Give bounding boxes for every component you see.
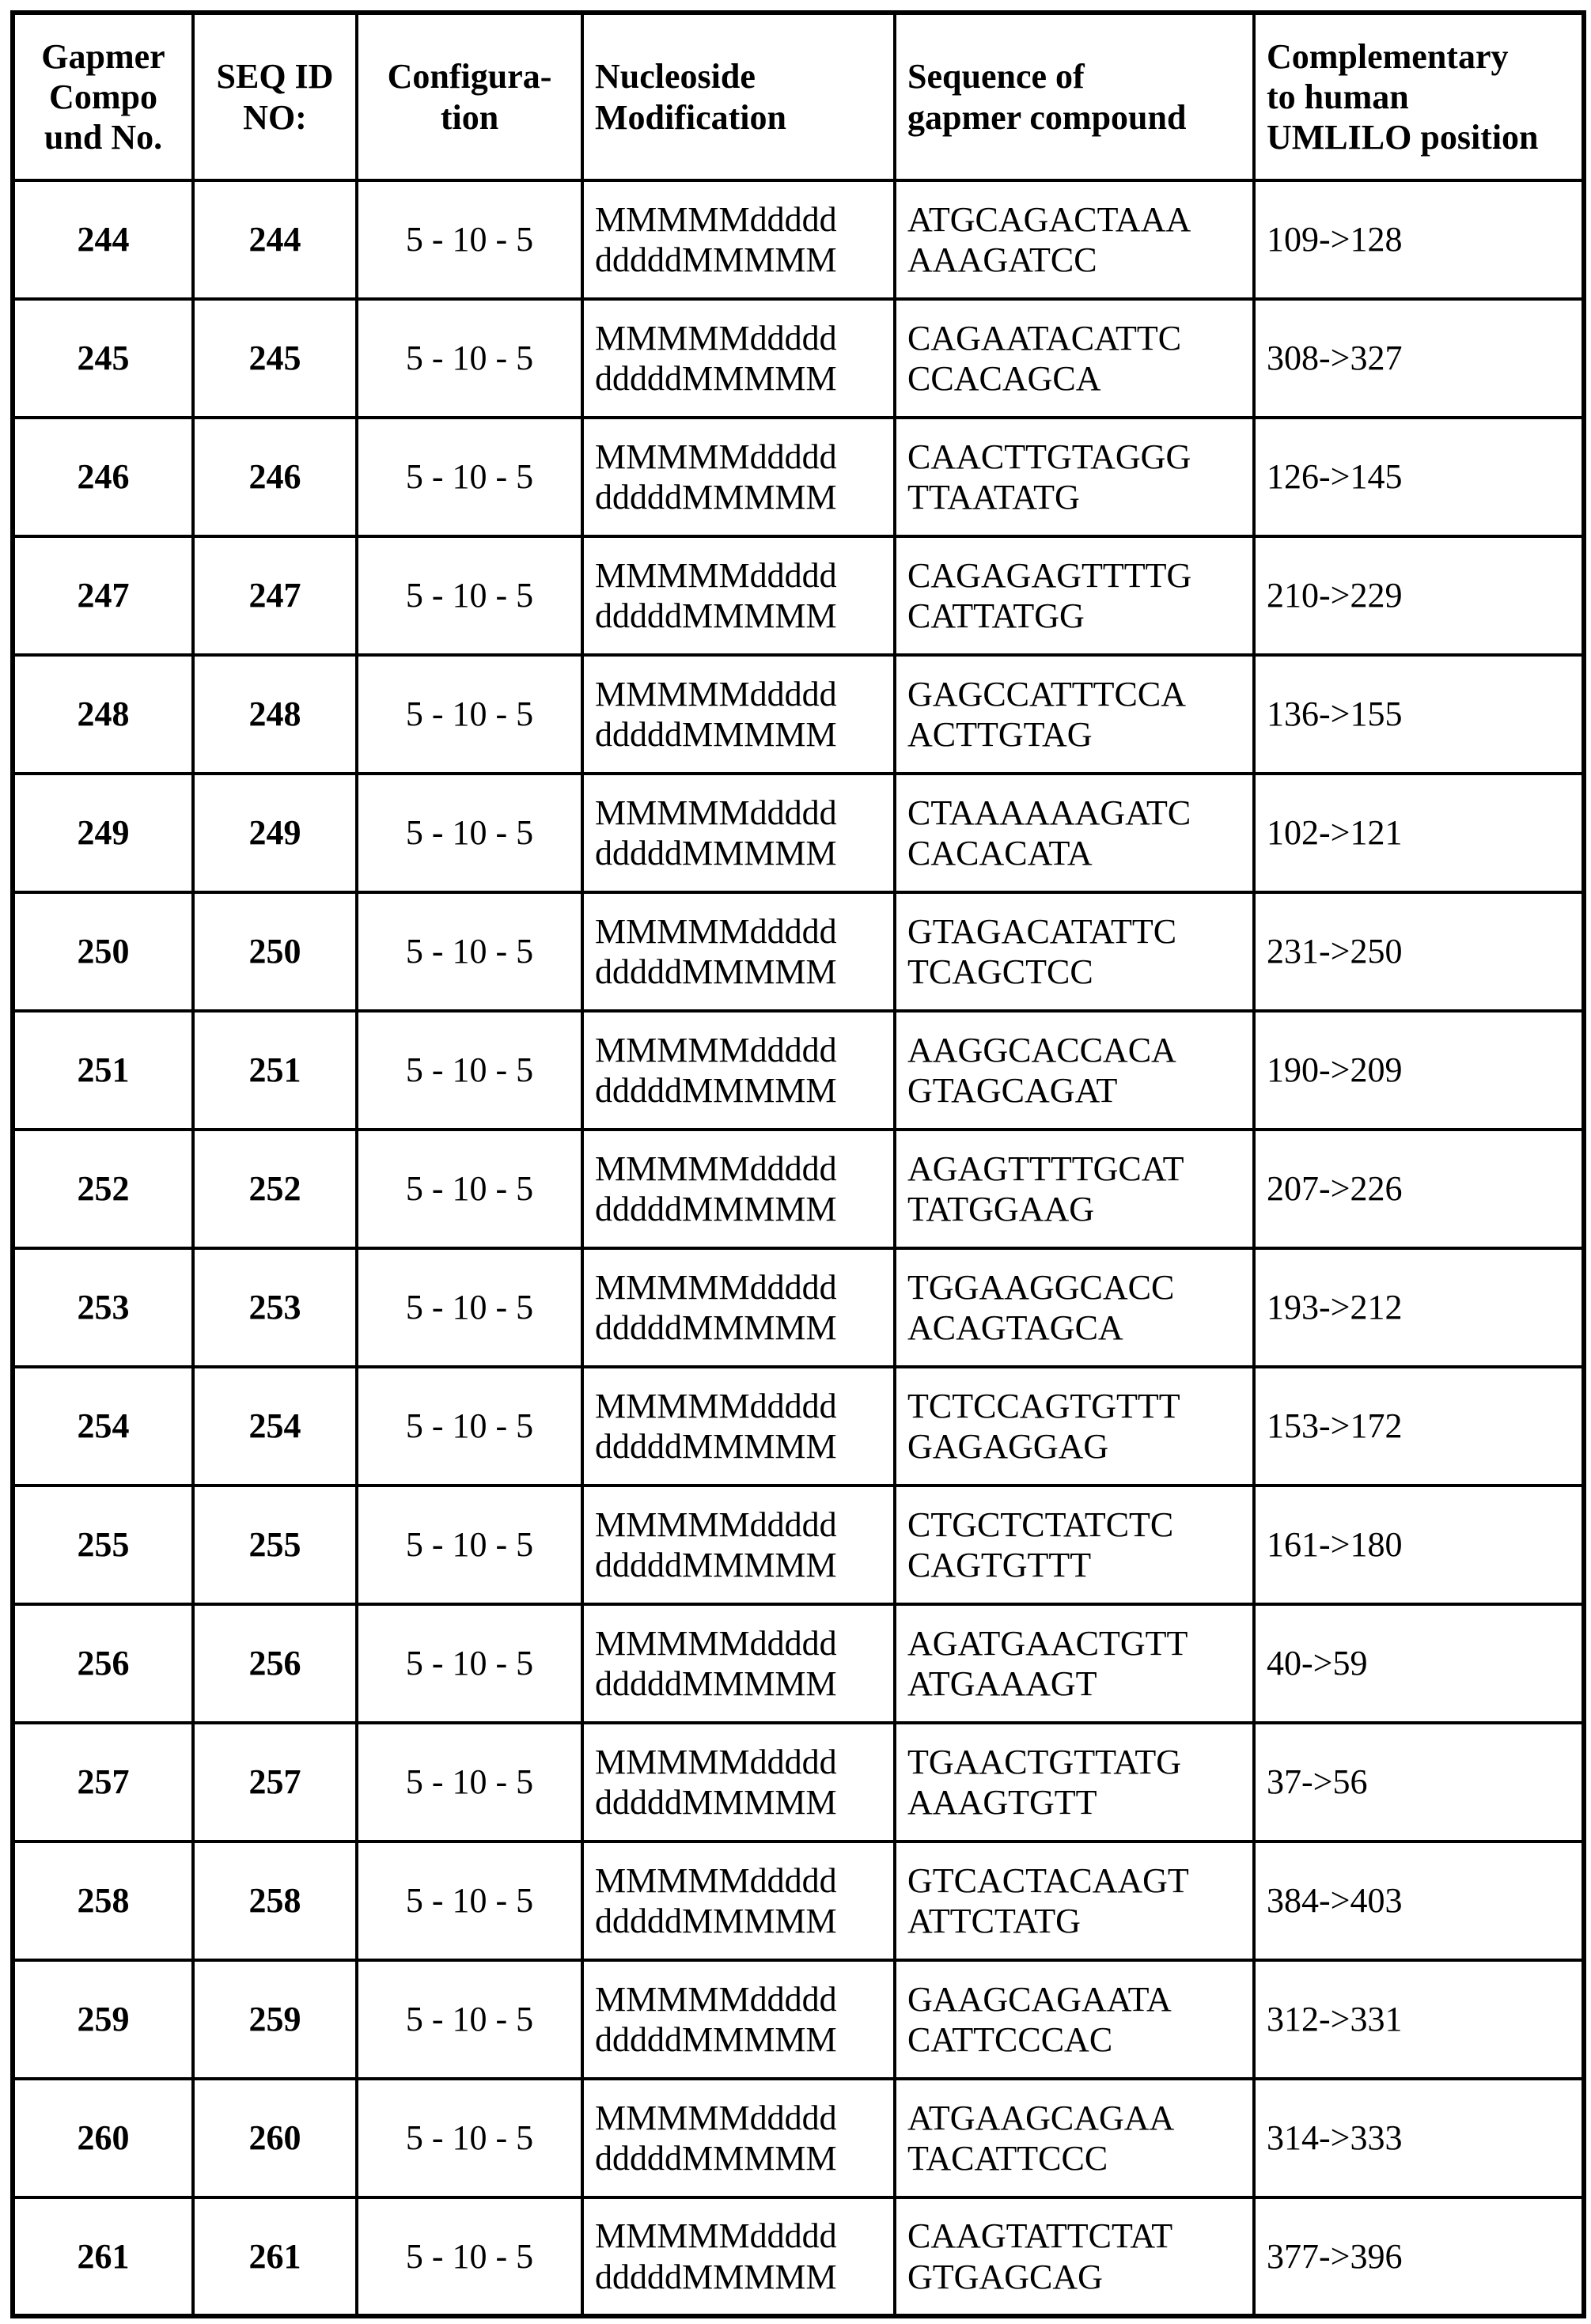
- position-cell: 231->250: [1254, 892, 1584, 1011]
- sequence-cell: GAAGCAGAATA CATTCCCAC: [895, 1960, 1254, 2079]
- modification-cell: MMMMMddddd dddddMMMMM: [582, 892, 895, 1011]
- position-cell: 136->155: [1254, 655, 1584, 774]
- seq-id-cell: 258: [193, 1841, 357, 1960]
- compound-no-cell: 252: [13, 1130, 193, 1248]
- header-seq-id-no: SEQ ID NO:: [193, 13, 357, 180]
- seq-id-cell: 244: [193, 180, 357, 299]
- table-row: [13, 418, 1584, 536]
- position-cell: 161->180: [1254, 1486, 1584, 1604]
- configuration-cell: 5 - 10 - 5: [357, 1604, 582, 1723]
- position-cell: 314->333: [1254, 2079, 1584, 2197]
- compound-no-cell: 247: [13, 536, 193, 655]
- table-row: [13, 1604, 1584, 1723]
- modification-cell: MMMMMddddd dddddMMMMM: [582, 1367, 895, 1486]
- configuration-cell: 5 - 10 - 5: [357, 892, 582, 1011]
- gapmer-compound-table: [10, 10, 1586, 2318]
- table-row: [13, 1486, 1584, 1604]
- configuration-cell: 5 - 10 - 5: [357, 2197, 582, 2316]
- seq-id-cell: 246: [193, 418, 357, 536]
- modification-cell: MMMMMddddd dddddMMMMM: [582, 1604, 895, 1723]
- seq-id-cell: 259: [193, 1960, 357, 2079]
- sequence-cell: AAGGCACCACA GTAGCAGAT: [895, 1011, 1254, 1130]
- modification-cell: MMMMMddddd dddddMMMMM: [582, 1486, 895, 1604]
- modification-cell: MMMMMddddd dddddMMMMM: [582, 1011, 895, 1130]
- modification-cell: MMMMMddddd dddddMMMMM: [582, 1130, 895, 1248]
- sequence-cell: TGGAAGGCACC ACAGTAGCA: [895, 1248, 1254, 1367]
- table-row: [13, 655, 1584, 774]
- sequence-cell: CAGAGAGTTTTG CATTATGG: [895, 536, 1254, 655]
- sequence-cell: CAACTTGTAGGG TTAATATG: [895, 418, 1254, 536]
- compound-no-cell: 250: [13, 892, 193, 1011]
- compound-no-cell: 253: [13, 1248, 193, 1367]
- compound-no-cell: 245: [13, 299, 193, 418]
- table-row: [13, 1367, 1584, 1486]
- seq-id-cell: 257: [193, 1723, 357, 1841]
- header-row: [13, 13, 1584, 180]
- modification-cell: MMMMMddddd dddddMMMMM: [582, 655, 895, 774]
- sequence-cell: GTAGACATATTC TCAGCTCC: [895, 892, 1254, 1011]
- position-cell: 102->121: [1254, 774, 1584, 892]
- position-cell: 190->209: [1254, 1011, 1584, 1130]
- seq-id-cell: 245: [193, 299, 357, 418]
- configuration-cell: 5 - 10 - 5: [357, 418, 582, 536]
- configuration-cell: 5 - 10 - 5: [357, 299, 582, 418]
- table-row: [13, 1960, 1584, 2079]
- header-nucleoside-modification: Nucleoside Modification: [582, 13, 895, 180]
- seq-id-cell: 248: [193, 655, 357, 774]
- position-cell: 37->56: [1254, 1723, 1584, 1841]
- configuration-cell: 5 - 10 - 5: [357, 1130, 582, 1248]
- position-cell: 109->128: [1254, 180, 1584, 299]
- sequence-cell: AGATGAACTGTT ATGAAAGT: [895, 1604, 1254, 1723]
- compound-no-cell: 249: [13, 774, 193, 892]
- table-row: [13, 1130, 1584, 1248]
- table-row: [13, 1841, 1584, 1960]
- table-row: [13, 2079, 1584, 2197]
- sequence-cell: ATGCAGACTAAA AAAGATCC: [895, 180, 1254, 299]
- position-cell: 377->396: [1254, 2197, 1584, 2316]
- compound-no-cell: 254: [13, 1367, 193, 1486]
- sequence-cell: GAGCCATTTCCA ACTTGTAG: [895, 655, 1254, 774]
- configuration-cell: 5 - 10 - 5: [357, 1248, 582, 1367]
- compound-no-cell: 244: [13, 180, 193, 299]
- seq-id-cell: 251: [193, 1011, 357, 1130]
- modification-cell: MMMMMddddd dddddMMMMM: [582, 2079, 895, 2197]
- compound-no-cell: 256: [13, 1604, 193, 1723]
- sequence-cell: CAAGTATTCTAT GTGAGCAG: [895, 2197, 1254, 2316]
- seq-id-cell: 249: [193, 774, 357, 892]
- modification-cell: MMMMMddddd dddddMMMMM: [582, 774, 895, 892]
- position-cell: 210->229: [1254, 536, 1584, 655]
- compound-no-cell: 246: [13, 418, 193, 536]
- modification-cell: MMMMMddddd dddddMMMMM: [582, 1960, 895, 2079]
- compound-no-cell: 257: [13, 1723, 193, 1841]
- seq-id-cell: 247: [193, 536, 357, 655]
- position-cell: 384->403: [1254, 1841, 1584, 1960]
- sequence-cell: TGAACTGTTATG AAAGTGTT: [895, 1723, 1254, 1841]
- modification-cell: MMMMMddddd dddddMMMMM: [582, 1723, 895, 1841]
- modification-cell: MMMMMddddd dddddMMMMM: [582, 1841, 895, 1960]
- table-row: [13, 1248, 1584, 1367]
- table-row: [13, 180, 1584, 299]
- table-row: [13, 1011, 1584, 1130]
- compound-no-cell: 248: [13, 655, 193, 774]
- modification-cell: MMMMMddddd dddddMMMMM: [582, 180, 895, 299]
- sequence-cell: CAGAATACATTC CCACAGCA: [895, 299, 1254, 418]
- sequence-cell: CTAAAAAAGATC CACACATA: [895, 774, 1254, 892]
- compound-no-cell: 259: [13, 1960, 193, 2079]
- position-cell: 193->212: [1254, 1248, 1584, 1367]
- header-configuration: Configura- tion: [357, 13, 582, 180]
- position-cell: 312->331: [1254, 1960, 1584, 2079]
- seq-id-cell: 252: [193, 1130, 357, 1248]
- seq-id-cell: 250: [193, 892, 357, 1011]
- compound-no-cell: 258: [13, 1841, 193, 1960]
- configuration-cell: 5 - 10 - 5: [357, 1011, 582, 1130]
- compound-no-cell: 260: [13, 2079, 193, 2197]
- position-cell: 308->327: [1254, 299, 1584, 418]
- modification-cell: MMMMMddddd dddddMMMMM: [582, 1248, 895, 1367]
- sequence-cell: TCTCCAGTGTTT GAGAGGAG: [895, 1367, 1254, 1486]
- configuration-cell: 5 - 10 - 5: [357, 180, 582, 299]
- seq-id-cell: 255: [193, 1486, 357, 1604]
- configuration-cell: 5 - 10 - 5: [357, 536, 582, 655]
- header-complementary-position: Complementary to human UMLILO position: [1254, 13, 1584, 180]
- seq-id-cell: 254: [193, 1367, 357, 1486]
- table-row: [13, 774, 1584, 892]
- configuration-cell: 5 - 10 - 5: [357, 2079, 582, 2197]
- seq-id-cell: 256: [193, 1604, 357, 1723]
- configuration-cell: 5 - 10 - 5: [357, 1841, 582, 1960]
- configuration-cell: 5 - 10 - 5: [357, 1367, 582, 1486]
- position-cell: 126->145: [1254, 418, 1584, 536]
- position-cell: 153->172: [1254, 1367, 1584, 1486]
- modification-cell: MMMMMddddd dddddMMMMM: [582, 418, 895, 536]
- header-gapmer-compound-no: Gapmer Compo und No.: [13, 13, 193, 180]
- modification-cell: MMMMMddddd dddddMMMMM: [582, 536, 895, 655]
- table-body: [13, 180, 1584, 2316]
- table-row: [13, 299, 1584, 418]
- compound-no-cell: 251: [13, 1011, 193, 1130]
- configuration-cell: 5 - 10 - 5: [357, 774, 582, 892]
- table-row: [13, 1723, 1584, 1841]
- configuration-cell: 5 - 10 - 5: [357, 655, 582, 774]
- table-row: [13, 892, 1584, 1011]
- position-cell: 207->226: [1254, 1130, 1584, 1248]
- configuration-cell: 5 - 10 - 5: [357, 1486, 582, 1604]
- sequence-cell: ATGAAGCAGAA TACATTCCC: [895, 2079, 1254, 2197]
- sequence-cell: GTCACTACAAGT ATTCTATG: [895, 1841, 1254, 1960]
- configuration-cell: 5 - 10 - 5: [357, 1960, 582, 2079]
- position-cell: 40->59: [1254, 1604, 1584, 1723]
- sequence-cell: AGAGTTTTGCAT TATGGAAG: [895, 1130, 1254, 1248]
- table-row: [13, 2197, 1584, 2316]
- table-row: [13, 536, 1584, 655]
- seq-id-cell: 260: [193, 2079, 357, 2197]
- seq-id-cell: 261: [193, 2197, 357, 2316]
- modification-cell: MMMMMddddd dddddMMMMM: [582, 299, 895, 418]
- header-sequence: Sequence of gapmer compound: [895, 13, 1254, 180]
- compound-no-cell: 261: [13, 2197, 193, 2316]
- compound-no-cell: 255: [13, 1486, 193, 1604]
- sequence-cell: CTGCTCTATCTC CAGTGTTT: [895, 1486, 1254, 1604]
- modification-cell: MMMMMddddd dddddMMMMM: [582, 2197, 895, 2316]
- seq-id-cell: 253: [193, 1248, 357, 1367]
- configuration-cell: 5 - 10 - 5: [357, 1723, 582, 1841]
